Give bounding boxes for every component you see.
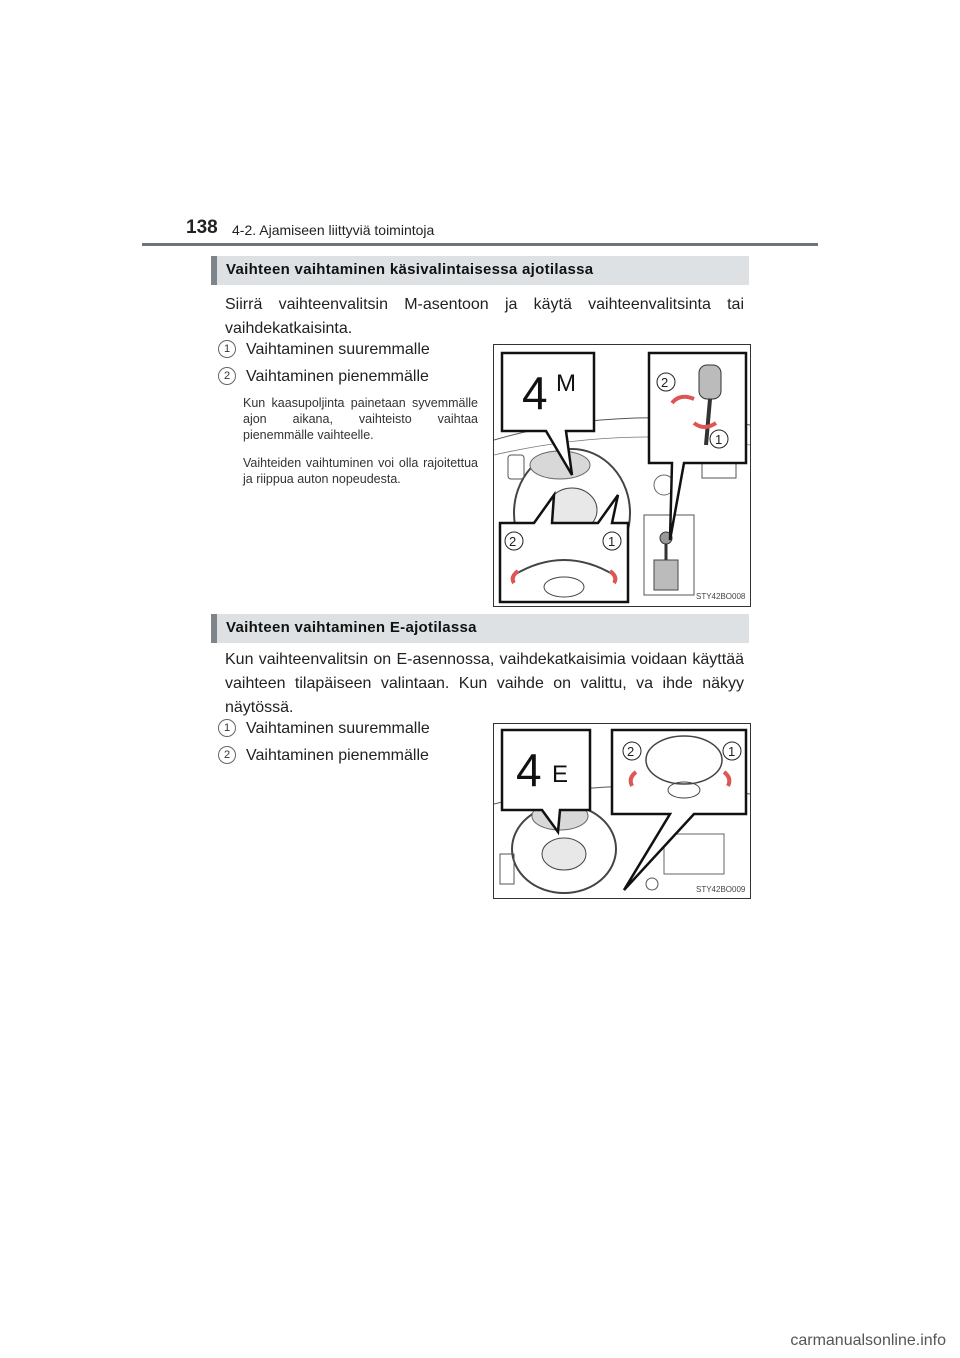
note-speed-limit: Vaihteiden vaihtuminen voi olla rajoitettua ja riippua auton nopeudesta. [243, 456, 478, 486]
list-item-label: Vaihtaminen pienemmälle [246, 747, 429, 764]
figure-e-mode [493, 723, 751, 899]
list-item-downshift [218, 746, 429, 765]
number-badge: 1 [218, 340, 236, 358]
callout-number-1: 1 [715, 432, 723, 447]
list-item-label: Vaihtaminen pienemmälle [246, 368, 429, 385]
callout-number-2: 2 [627, 744, 635, 759]
list-item-upshift [218, 719, 430, 738]
chapter-title: 4-2. Ajamiseen liittyviä toimintoja [232, 222, 435, 238]
section-accent [211, 256, 217, 285]
list-item-label: Vaihtaminen suuremmalle [246, 720, 430, 737]
header-rule [142, 243, 818, 246]
callout-number-1: 1 [608, 534, 616, 549]
figure-code: STY42BO008 [696, 592, 746, 601]
callout-number-1: 1 [728, 744, 736, 759]
display-mode: E [552, 761, 569, 788]
watermark: carmanualsonline.info [790, 1332, 946, 1349]
callout-number-2: 2 [661, 375, 669, 390]
number-badge: 1 [218, 719, 236, 737]
callout-number-2: 2 [509, 534, 517, 549]
number-badge: 2 [218, 367, 236, 385]
list-item-upshift [218, 340, 430, 359]
section-intro: Kun vaihteenvalitsin on E-asennossa, vaihdekatkaisimia voidaan käyttää vaihteen tilapäiseen valintaan. Kun vaihde on valittu, va ihde näkyy näytössä. [225, 651, 744, 716]
figure-manual-mode [493, 344, 751, 607]
section-heading-e-mode [211, 614, 749, 643]
note-kickdown: Kun kaasupoljinta painetaan syvemmälle ajon aikana, vaihteisto vaihtaa pienemmälle vaihteelle. [243, 396, 478, 442]
page-number: 138 [186, 217, 218, 238]
cockpit-illustration [494, 345, 750, 606]
section-accent [211, 614, 217, 643]
section-heading-manual-mode [211, 256, 749, 285]
list-item-label: Vaihtaminen suuremmalle [246, 341, 430, 358]
number-badge: 2 [218, 746, 236, 764]
section-intro: Siirrä vaihteenvalitsin M-asentoon ja käytä vaihteenvalitsinta tai vaihdekatkaisinta. [225, 296, 744, 337]
figure-code: STY42BO009 [696, 885, 746, 894]
section-title: Vaihteen vaihtaminen E-ajotilassa [226, 619, 477, 636]
cockpit-illustration [494, 724, 750, 898]
list-item-downshift [218, 367, 429, 386]
display-gear: 4 [522, 367, 548, 419]
display-gear: 4 [516, 744, 542, 796]
display-mode: M [556, 370, 576, 397]
section-title: Vaihteen vaihtaminen käsivalintaisessa ajotilassa [226, 261, 594, 278]
